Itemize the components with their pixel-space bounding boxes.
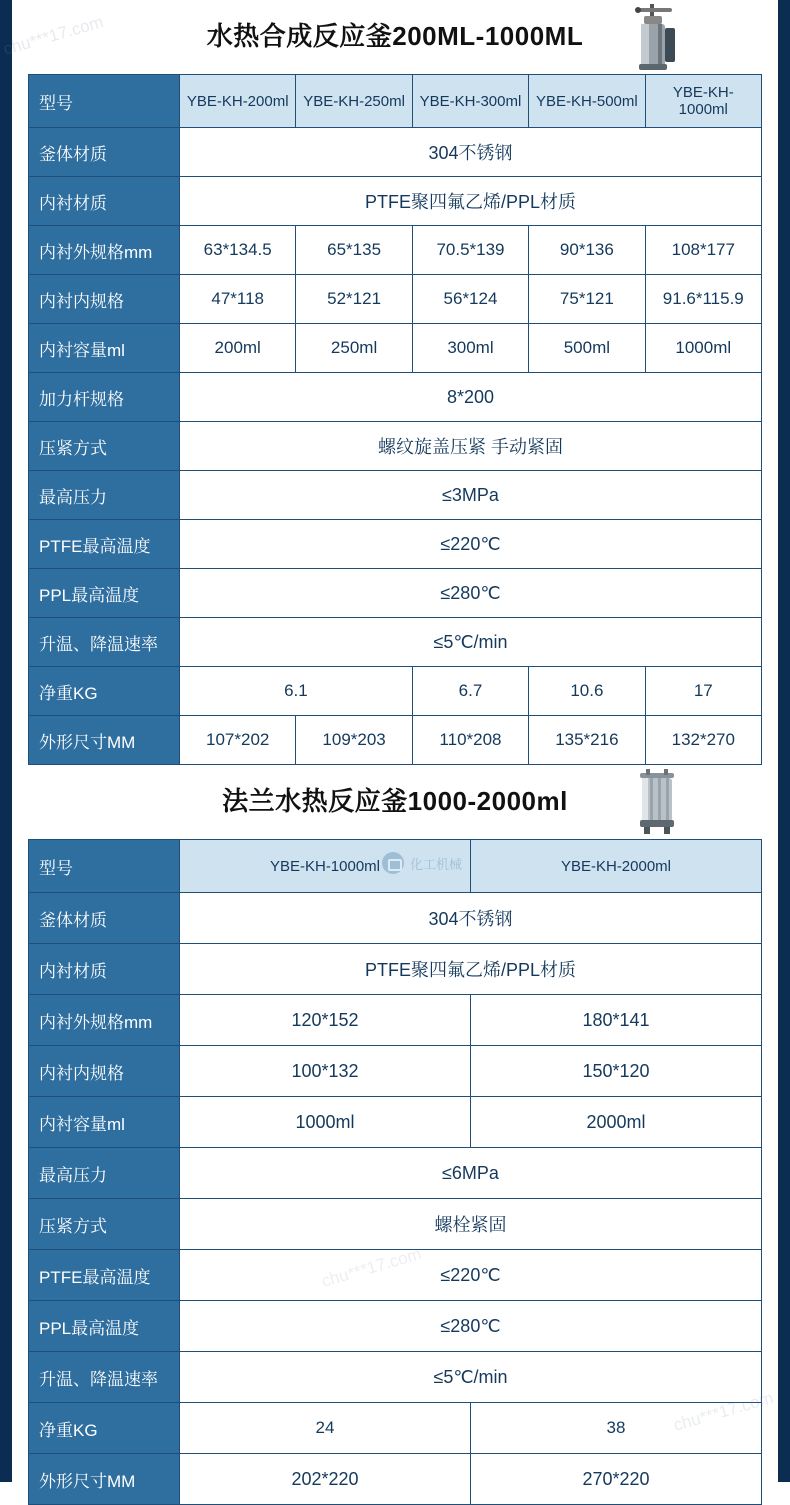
table-row (29, 1403, 762, 1454)
table-row (29, 944, 762, 995)
row-value: 100*132 (180, 1046, 471, 1097)
row-value: 135*216 (529, 716, 645, 765)
row-value: ≤220℃ (180, 520, 762, 569)
row-label: 最高压力 (29, 471, 180, 520)
row-value: 304不锈钢 (180, 128, 762, 177)
row-label: 外形尺寸MM (29, 1454, 180, 1505)
row-value: 1000ml (645, 324, 761, 373)
row-value: 2000ml (471, 1097, 762, 1148)
row-label: PPL最高温度 (29, 569, 180, 618)
row-value: 56*124 (412, 275, 528, 324)
spec-table-2 (28, 839, 762, 1505)
row-value: 132*270 (645, 716, 761, 765)
table-row (29, 893, 762, 944)
flange-reactor-photo (624, 767, 690, 837)
row-value: 250ml (296, 324, 412, 373)
table2-header-row (29, 840, 762, 893)
row-label: 内衬外规格mm (29, 995, 180, 1046)
table-row (29, 1097, 762, 1148)
table-row (29, 667, 762, 716)
row-label: 内衬内规格 (29, 1046, 180, 1097)
row-label: 釜体材质 (29, 128, 180, 177)
row-label: 压紧方式 (29, 422, 180, 471)
spec-table-1 (28, 74, 762, 765)
row-label: 压紧方式 (29, 1199, 180, 1250)
row-value: 270*220 (471, 1454, 762, 1505)
row-value: 47*118 (180, 275, 296, 324)
table-row (29, 1199, 762, 1250)
row-value: 24 (180, 1403, 471, 1454)
row-value: 91.6*115.9 (645, 275, 761, 324)
row-value: 120*152 (180, 995, 471, 1046)
row-value: 70.5*139 (412, 226, 528, 275)
table-row (29, 226, 762, 275)
table-row (29, 1148, 762, 1199)
row-label: 净重KG (29, 1403, 180, 1454)
watermark-text: chu***17.com (1, 12, 106, 59)
row-label: PPL最高温度 (29, 1301, 180, 1352)
row-value: PTFE聚四氟乙烯/PPL材质 (180, 177, 762, 226)
table-row (29, 716, 762, 765)
table1-model-cell: YBE-KH-500ml (529, 75, 645, 128)
table-row (29, 618, 762, 667)
row-label: 内衬外规格mm (29, 226, 180, 275)
row-value: 8*200 (180, 373, 762, 422)
row-value: 110*208 (412, 716, 528, 765)
row-value: 螺纹旋盖压紧 手动紧固 (180, 422, 762, 471)
row-label: 釜体材质 (29, 893, 180, 944)
table-row (29, 1352, 762, 1403)
row-value: 1000ml (180, 1097, 471, 1148)
row-value: 52*121 (296, 275, 412, 324)
row-value: 75*121 (529, 275, 645, 324)
table-row (29, 995, 762, 1046)
table2-model-cell: YBE-KH-2000ml (471, 840, 762, 893)
row-value: 500ml (529, 324, 645, 373)
row-label: 内衬内规格 (29, 275, 180, 324)
row-label: 外形尺寸MM (29, 716, 180, 765)
table1-header-label: 型号 (29, 75, 180, 128)
row-label: PTFE最高温度 (29, 1250, 180, 1301)
row-value: ≤5℃/min (180, 618, 762, 667)
row-value: 108*177 (645, 226, 761, 275)
section2-title: 法兰水热反应釜1000-2000ml (222, 786, 568, 816)
table-row (29, 1250, 762, 1301)
row-value: 202*220 (180, 1454, 471, 1505)
row-value: 10.6 (529, 667, 645, 716)
row-label: 净重KG (29, 667, 180, 716)
table-row (29, 1046, 762, 1097)
row-value: ≤220℃ (180, 1250, 762, 1301)
row-label: 最高压力 (29, 1148, 180, 1199)
row-label: 内衬容量ml (29, 1097, 180, 1148)
row-value: ≤280℃ (180, 569, 762, 618)
row-value: 304不锈钢 (180, 893, 762, 944)
row-value: 6.7 (412, 667, 528, 716)
table1-model-cell: YBE-KH-200ml (180, 75, 296, 128)
row-value: 180*141 (471, 995, 762, 1046)
row-value: 38 (471, 1403, 762, 1454)
table1-model-cell: YBE-KH-1000ml (645, 75, 761, 128)
section1-title: 水热合成反应釜200ML-1000ML (206, 21, 584, 51)
row-label: 内衬材质 (29, 177, 180, 226)
row-value: ≤5℃/min (180, 1352, 762, 1403)
row-value: PTFE聚四氟乙烯/PPL材质 (180, 944, 762, 995)
row-value: ≤3MPa (180, 471, 762, 520)
row-label: 加力杆规格 (29, 373, 180, 422)
table1-model-cell: YBE-KH-250ml (296, 75, 412, 128)
section-flange-reactor (0, 765, 790, 1505)
hydrothermal-reactor-photo (624, 2, 690, 72)
table-row (29, 422, 762, 471)
row-value: 17 (645, 667, 761, 716)
row-value: 90*136 (529, 226, 645, 275)
table-row (29, 373, 762, 422)
table-row (29, 471, 762, 520)
row-value: 200ml (180, 324, 296, 373)
section2-header (28, 765, 762, 839)
table1-model-cell: YBE-KH-300ml (412, 75, 528, 128)
row-value: 107*202 (180, 716, 296, 765)
table-row (29, 324, 762, 373)
row-value: 109*203 (296, 716, 412, 765)
table2-model-cell: YBE-KH-1000ml (180, 840, 471, 893)
row-value: 63*134.5 (180, 226, 296, 275)
table-row (29, 1454, 762, 1505)
row-value: 150*120 (471, 1046, 762, 1097)
row-value: ≤6MPa (180, 1148, 762, 1199)
row-value: 6.1 (180, 667, 413, 716)
row-value: ≤280℃ (180, 1301, 762, 1352)
row-value: 300ml (412, 324, 528, 373)
table-row (29, 275, 762, 324)
row-value: 65*135 (296, 226, 412, 275)
section1-header (28, 0, 762, 74)
table1-header-row (29, 75, 762, 128)
row-value: 螺栓紧固 (180, 1199, 762, 1250)
table-row (29, 177, 762, 226)
row-label: 内衬材质 (29, 944, 180, 995)
table-row (29, 569, 762, 618)
row-label: 升温、降温速率 (29, 1352, 180, 1403)
table-row (29, 128, 762, 177)
row-label: 升温、降温速率 (29, 618, 180, 667)
row-label: 内衬容量ml (29, 324, 180, 373)
watermark-brand-text: 化工机械 (410, 856, 463, 872)
table2-header-label: 型号 (29, 840, 180, 893)
row-label: PTFE最高温度 (29, 520, 180, 569)
table-row (29, 520, 762, 569)
table-row (29, 1301, 762, 1352)
